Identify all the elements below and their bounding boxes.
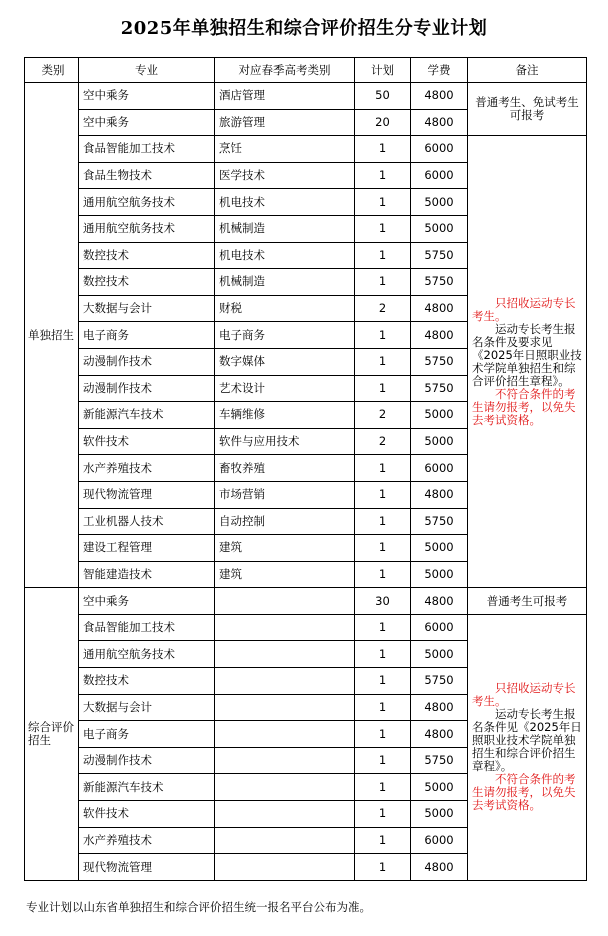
exam-category-cell: 酒店管理 — [215, 83, 355, 110]
header-plan: 计划 — [355, 58, 411, 83]
remark-sports-only: 只招收运动专长考生。 — [472, 295, 576, 323]
header-exam-category: 对应春季高考类别 — [215, 58, 355, 83]
major-cell: 动漫制作技术 — [79, 348, 215, 375]
remark-eligibility: 普通考生可报考 — [468, 588, 587, 615]
major-cell: 现代物流管理 — [79, 481, 215, 508]
fee-cell: 5750 — [411, 668, 468, 695]
page-title: 2025年单独招生和综合评价招生分专业计划 — [120, 18, 488, 39]
plan-cell: 1 — [355, 189, 411, 216]
remark-requirements: 运动专长考生报名条件及要求见《2025年日照职业技术学院单独招生和综合评价招生章程》。 — [472, 321, 582, 388]
exam-category-cell — [215, 721, 355, 748]
major-cell: 软件技术 — [79, 801, 215, 828]
plan-cell: 20 — [355, 109, 411, 136]
exam-category-cell: 机械制造 — [215, 269, 355, 296]
fee-cell: 6000 — [411, 614, 468, 641]
fee-cell: 5000 — [411, 189, 468, 216]
plan-cell: 1 — [355, 269, 411, 296]
fee-cell: 5000 — [411, 535, 468, 562]
fee-cell: 4800 — [411, 109, 468, 136]
exam-category-cell — [215, 614, 355, 641]
fee-cell: 5000 — [411, 641, 468, 668]
remark-sports-only: 只招收运动专长考生。 — [472, 681, 576, 709]
fee-cell: 5000 — [411, 801, 468, 828]
table-row — [25, 588, 587, 615]
plan-cell: 1 — [355, 481, 411, 508]
table-header-row — [25, 58, 587, 83]
plan-cell: 1 — [355, 801, 411, 828]
major-cell: 水产养殖技术 — [79, 827, 215, 854]
fee-cell: 5750 — [411, 269, 468, 296]
exam-category-cell — [215, 588, 355, 615]
major-cell: 大数据与会计 — [79, 694, 215, 721]
major-cell: 软件技术 — [79, 428, 215, 455]
fee-cell: 4800 — [411, 854, 468, 881]
plan-cell: 1 — [355, 641, 411, 668]
plan-cell: 1 — [355, 747, 411, 774]
major-cell: 食品智能加工技术 — [79, 614, 215, 641]
major-cell: 空中乘务 — [79, 588, 215, 615]
plan-cell: 1 — [355, 136, 411, 163]
plan-cell: 2 — [355, 402, 411, 429]
exam-category-cell — [215, 827, 355, 854]
remark-warning: 不符合条件的考生请勿报考，以免失去考试资格。 — [472, 772, 576, 813]
fee-cell: 5750 — [411, 508, 468, 535]
table-row — [25, 83, 587, 110]
fee-cell: 5000 — [411, 215, 468, 242]
exam-category-cell: 车辆维修 — [215, 402, 355, 429]
exam-category-cell — [215, 747, 355, 774]
major-cell: 建设工程管理 — [79, 535, 215, 562]
plan-cell: 1 — [355, 854, 411, 881]
exam-category-cell — [215, 854, 355, 881]
fee-cell: 4800 — [411, 481, 468, 508]
major-cell: 水产养殖技术 — [79, 455, 215, 482]
plan-cell: 1 — [355, 455, 411, 482]
fee-cell: 4800 — [411, 83, 468, 110]
plan-cell: 1 — [355, 827, 411, 854]
exam-category-cell — [215, 801, 355, 828]
plan-cell: 1 — [355, 721, 411, 748]
exam-category-cell: 建筑 — [215, 561, 355, 588]
major-cell: 电子商务 — [79, 721, 215, 748]
exam-category-cell — [215, 774, 355, 801]
major-cell: 智能建造技术 — [79, 561, 215, 588]
remark-requirements: 运动专长考生报名条件见《2025年日照职业技术学院单独招生和综合评价招生章程》。 — [472, 707, 582, 774]
fee-cell: 5000 — [411, 402, 468, 429]
major-cell: 大数据与会计 — [79, 295, 215, 322]
major-cell: 电子商务 — [79, 322, 215, 349]
fee-cell: 5750 — [411, 747, 468, 774]
exam-category-cell: 市场营销 — [215, 481, 355, 508]
plan-cell: 1 — [355, 322, 411, 349]
major-cell: 通用航空航务技术 — [79, 189, 215, 216]
fee-cell: 4800 — [411, 588, 468, 615]
plan-cell: 1 — [355, 508, 411, 535]
fee-cell: 5000 — [411, 428, 468, 455]
exam-category-cell: 医学技术 — [215, 162, 355, 189]
fee-cell: 6000 — [411, 827, 468, 854]
header-remarks: 备注 — [468, 58, 587, 83]
plan-cell: 30 — [355, 588, 411, 615]
plan-cell: 1 — [355, 242, 411, 269]
major-cell: 数控技术 — [79, 242, 215, 269]
plan-cell: 1 — [355, 614, 411, 641]
plan-cell: 50 — [355, 83, 411, 110]
fee-cell: 6000 — [411, 162, 468, 189]
exam-category-cell: 畜牧养殖 — [215, 455, 355, 482]
category-cell: 综合评价招生 — [25, 588, 79, 881]
remark-warning: 不符合条件的考生请勿报考，以免失去考试资格。 — [472, 386, 576, 427]
fee-cell: 5000 — [411, 561, 468, 588]
major-cell: 通用航空航务技术 — [79, 641, 215, 668]
exam-category-cell — [215, 641, 355, 668]
fee-cell: 5000 — [411, 774, 468, 801]
major-cell: 动漫制作技术 — [79, 375, 215, 402]
fee-cell: 4800 — [411, 295, 468, 322]
exam-category-cell: 机电技术 — [215, 242, 355, 269]
fee-cell: 5750 — [411, 348, 468, 375]
fee-cell: 4800 — [411, 721, 468, 748]
enrollment-plan-table — [24, 57, 587, 881]
plan-cell: 1 — [355, 348, 411, 375]
fee-cell: 5750 — [411, 242, 468, 269]
fee-cell: 4800 — [411, 694, 468, 721]
plan-cell: 1 — [355, 535, 411, 562]
major-cell: 通用航空航务技术 — [79, 215, 215, 242]
fee-cell: 6000 — [411, 455, 468, 482]
major-cell: 新能源汽车技术 — [79, 774, 215, 801]
category-cell: 单独招生 — [25, 83, 79, 588]
plan-cell: 2 — [355, 428, 411, 455]
plan-cell: 1 — [355, 215, 411, 242]
remark-sports-block — [468, 614, 587, 880]
plan-cell: 1 — [355, 774, 411, 801]
exam-category-cell — [215, 694, 355, 721]
exam-category-cell: 艺术设计 — [215, 375, 355, 402]
major-cell: 工业机器人技术 — [79, 508, 215, 535]
exam-category-cell: 数字媒体 — [215, 348, 355, 375]
header-fee: 学费 — [411, 58, 468, 83]
table-row — [25, 614, 587, 641]
major-cell: 食品智能加工技术 — [79, 136, 215, 163]
exam-category-cell: 机电技术 — [215, 189, 355, 216]
major-cell: 空中乘务 — [79, 83, 215, 110]
major-cell: 数控技术 — [79, 668, 215, 695]
exam-category-cell: 烹饪 — [215, 136, 355, 163]
fee-cell: 4800 — [411, 322, 468, 349]
exam-category-cell: 机械制造 — [215, 215, 355, 242]
exam-category-cell: 软件与应用技术 — [215, 428, 355, 455]
plan-cell: 1 — [355, 561, 411, 588]
major-cell: 数控技术 — [79, 269, 215, 296]
major-cell: 现代物流管理 — [79, 854, 215, 881]
remark-eligibility: 普通考生、免试考生可报考 — [468, 83, 587, 136]
plan-cell: 1 — [355, 375, 411, 402]
major-cell: 新能源汽车技术 — [79, 402, 215, 429]
major-cell: 空中乘务 — [79, 109, 215, 136]
exam-category-cell: 财税 — [215, 295, 355, 322]
major-cell: 食品生物技术 — [79, 162, 215, 189]
table-row — [25, 136, 587, 163]
exam-category-cell — [215, 668, 355, 695]
footer-note: 专业计划以山东省单独招生和综合评价招生统一报名平台公布为准。 — [26, 900, 371, 914]
plan-cell: 1 — [355, 694, 411, 721]
fee-cell: 5750 — [411, 375, 468, 402]
exam-category-cell: 旅游管理 — [215, 109, 355, 136]
plan-cell: 1 — [355, 668, 411, 695]
header-category: 类别 — [25, 58, 79, 83]
plan-cell: 1 — [355, 162, 411, 189]
header-major: 专业 — [79, 58, 215, 83]
exam-category-cell: 建筑 — [215, 535, 355, 562]
fee-cell: 6000 — [411, 136, 468, 163]
remark-sports-block — [468, 136, 587, 588]
exam-category-cell: 自动控制 — [215, 508, 355, 535]
major-cell: 动漫制作技术 — [79, 747, 215, 774]
plan-cell: 2 — [355, 295, 411, 322]
exam-category-cell: 电子商务 — [215, 322, 355, 349]
